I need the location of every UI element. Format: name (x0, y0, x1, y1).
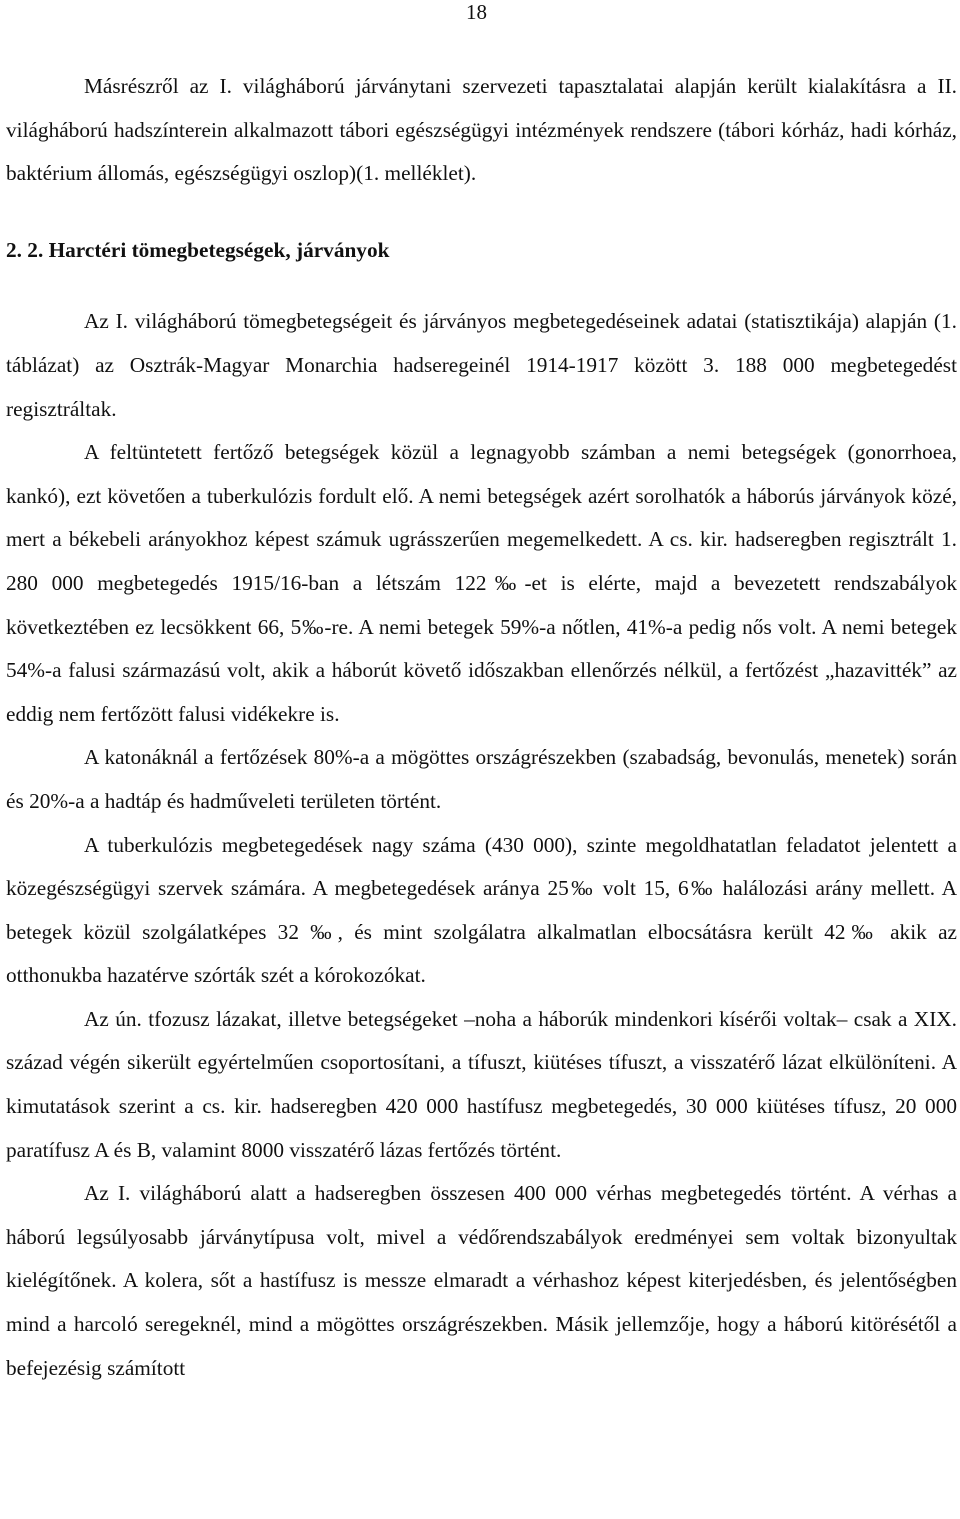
paragraph-typhus: Az ún. tfozusz lázakat, illetve betegségeket –noha a háborúk mindenkori kísérői voltak– csak a XIX. század végén sikerült egyértelműen csoportosítani, a tífuszt, kiütéses tífuszt, a visszatérő lázat elkülöníteni. A kimutatások szerint a cs. kir. hadseregben 420 000 hastífusz megbetegedés, 30 000 kiütéses tífusz, 20 000 paratífusz A és B, valamint 8000 visszatérő lázas fertőzés történt. (6, 1006, 957, 1162)
section-heading: 2. 2. Harctéri tömegbetegségek, járványok (6, 237, 390, 262)
paragraph-infection-sites: A katonáknál a fertőzések 80%-a a mögöttes országrészekben (szabadság, bevonulás, menetek) során és 20%-a a hadtáp és hadműveleti területen történt. (6, 745, 957, 813)
heading-spacer (6, 272, 957, 300)
paragraph-dysentery: Az I. világháború alatt a hadseregben összesen 400 000 vérhas megbetegedés történt. A vérhas a háború legsúlyosabb járványtípusa volt, mivel a védőrendszabályok eredményei sem voltak bizonyultak kielégítőnek. A kolera, sőt a hastífusz is messze elmaradt a vérhashoz képest kiterjedésben, és jelentőségben mind a harcoló seregeknél, mind a mögöttes országrészekben. Másik jellemzője, hogy a háború kitörésétől a befejezésig számított (6, 1181, 957, 1380)
paragraph-tuberculosis: A tuberkulózis megbetegedések nagy száma (430 000), szinte megoldhatatlan feladatot jelentett a közegészségügyi szervek számára. A megbetegedések aránya 25‰ volt 15, 6‰ halálozási arány mellett. A betegek közül szolgálatképes 32 ‰, és mint szolgálatra alkalmatlan elbocsátásra került 42‰ akik az otthonukba hazatérve szórták szét a kórokozókat. (6, 832, 957, 988)
paragraph-venereal: A feltüntetett fertőző betegségek közül a legnagyobb számban a nemi betegségek (gonorrhoea, kankó), ezt követően a tuberkulózis fordult elő. A nemi betegségek azért sorolhatók a háborús járványok közé, mert a békebeli arányokhoz képest számuk ugrásszerűen megemelkedett. A cs. kir. hadseregben regisztrált 1. 280 000 megbetegedés 1915/16-ban a létszám 122‰-et is elérte, majd a bevezetett rendszabályok következtében ez lecsökkent 66, 5‰-re. A nemi betegek 59%-a nőtlen, 41%-a pedig nős volt. A nemi betegek 54%-a falusi származású volt, akik a háborút követő időszakban ellenőrzés nélkül, a fertőzést „hazavitték” az eddig nem fertőzött falusi vidékekre is. (6, 440, 957, 726)
intro-paragraph: Másrészről az I. világháború járványtani szervezeti tapasztalatai alapján került kialakításra a II. világháború hadszínterein alkalmazott tábori egészségügyi intézmények rendszere (tábori kórház, hadi kórház, baktérium állomás, egészségügyi oszlop)(1. melléklet). (6, 74, 957, 186)
paragraph-overview: Az I. világháború tömegbetegségeit és járványos megbetegedéseinek adatai (statisztikája) alapján (1. táblázat) az Osztrák-Magyar Monarchia hadseregeinél 1914-1917 között 3. 188 000 megbetegedést regisztráltak. (6, 309, 957, 421)
page-number: 18 (466, 0, 487, 24)
document-body (6, 65, 957, 1390)
